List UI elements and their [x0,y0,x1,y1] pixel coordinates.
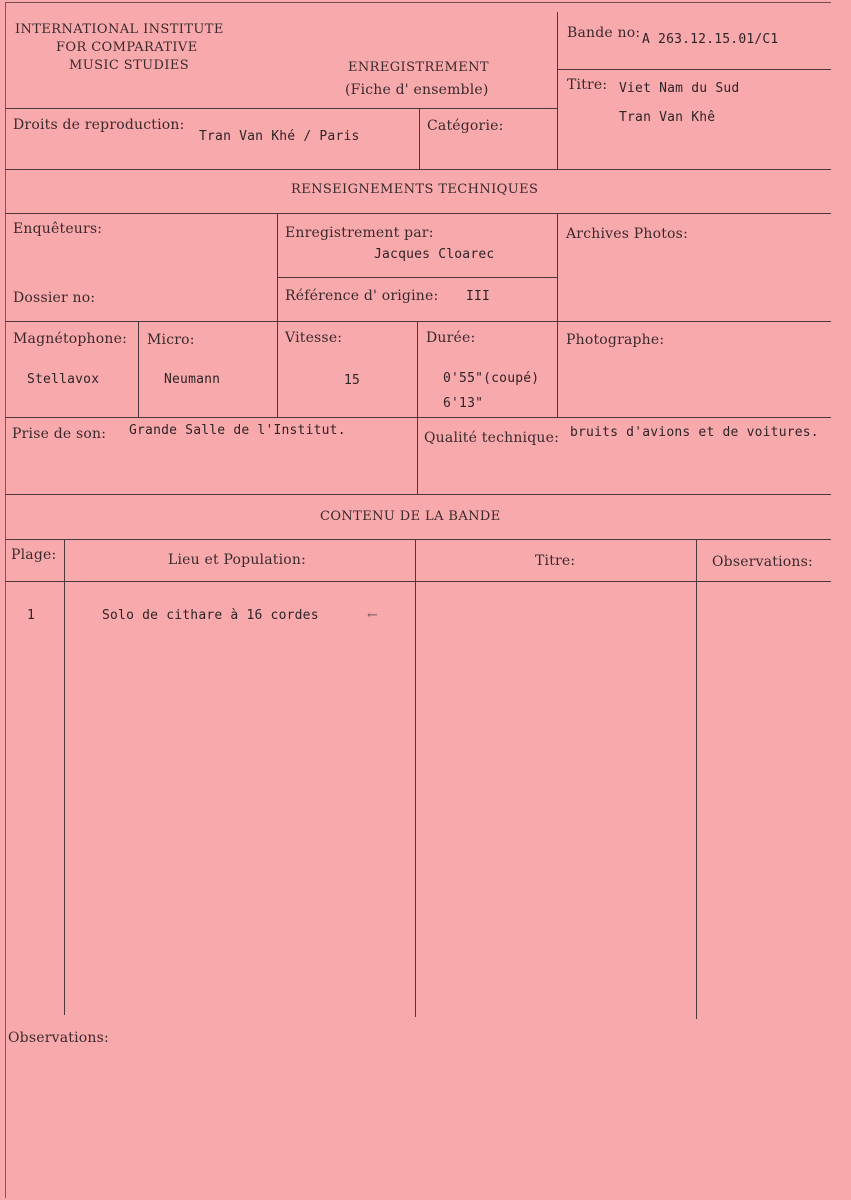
col-header-plage: Plage: [11,547,57,563]
institute-line3: MUSIC STUDIES [69,58,190,73]
categorie-label: Catégorie: [427,118,504,134]
prise-label: Prise de son: [12,426,107,442]
rule-tech-top [5,213,831,214]
micro-value: Neumann [164,372,221,387]
rule-tech-qualite [417,417,418,494]
titre-value-line2: Tran Van Khê [619,110,716,125]
dossier-label: Dossier no: [13,290,96,306]
col-header-observations: Observations: [712,554,813,570]
archives-label: Archives Photos: [566,226,688,242]
row-lieu: Solo de cithare à 16 cordes [102,608,319,623]
qualite-label: Qualité technique: [424,430,560,446]
row-plage: 1 [27,608,36,623]
rule-tech-ref [277,277,557,278]
enregistrement-value: Jacques Cloarec [374,247,495,262]
rule-table-top [5,539,831,540]
duree-value-line1: 0'55"(coupé) [443,371,540,386]
magnetophone-label: Magnétophone: [13,331,128,347]
rule-tech-bottom [5,417,831,418]
rule-tech-v2 [557,213,558,417]
enqueteurs-label: Enquêteurs: [13,221,103,237]
reference-label: Référence d' origine: [285,288,439,304]
rule-left-edge [5,2,6,1198]
duree-value-line2: 6'13" [443,396,484,411]
rule-tech-duree [417,321,418,417]
micro-label: Micro: [147,332,195,348]
observations-label: Observations: [8,1030,109,1046]
droits-value: Tran Van Khé / Paris [199,129,360,144]
rule-tech-end [5,494,831,495]
content-section-title: CONTENU DE LA BANDE [320,509,501,524]
vitesse-label: Vitesse: [285,330,343,346]
droits-label: Droits de reproduction: [13,117,185,133]
rule-table-col3 [696,539,697,1019]
reference-value: III [466,289,491,304]
institute-line1: INTERNATIONAL INSTITUTE [15,22,224,37]
rule-table-col1 [64,539,65,1015]
vitesse-value: 15 [344,373,361,388]
enregistrement-label: Enregistrement par: [285,225,434,241]
prise-value: Grande Salle de l'Institut. [129,423,346,438]
rule-tech-v1 [277,213,278,417]
institute-line2: FOR COMPARATIVE [56,40,198,55]
rule-tech-mid [5,321,831,322]
rule-top [5,2,831,3]
form-title: ENREGISTREMENT [348,60,489,75]
rule-table-col2 [415,539,416,1017]
tech-section-title: RENSEIGNEMENTS TECHNIQUES [291,182,539,197]
col-header-titre: Titre: [535,553,576,569]
rule-table-header [5,581,831,582]
arrow-mark-icon: ← [367,608,379,623]
magnetophone-value: Stellavox [27,372,100,387]
rule-header-bottom [5,169,831,170]
titre-label: Titre: [567,77,608,93]
rule-tech-micro [138,321,139,417]
qualite-value: bruits d'avions et de voitures. [570,425,819,440]
bande-value: A 263.12.15.01/C1 [642,32,779,47]
form-subtitle: (Fiche d' ensemble) [345,82,489,98]
rule-header-right [557,12,558,169]
col-header-lieu: Lieu et Population: [168,552,307,568]
bande-label: Bande no: [567,25,641,41]
photographe-label: Photographe: [566,332,665,348]
rule-header-mid [5,108,557,109]
rule-header-bande [557,69,831,70]
titre-value-line1: Viet Nam du Sud [619,81,740,96]
rule-header-categorie [419,108,420,169]
duree-label: Durée: [426,330,476,346]
